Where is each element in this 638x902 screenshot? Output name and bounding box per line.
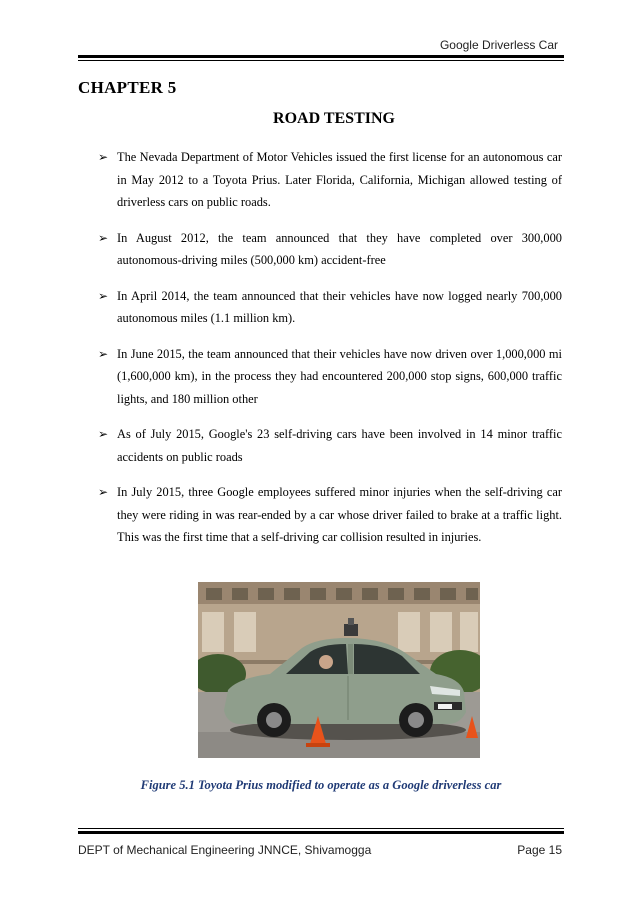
bullet-text: In April 2014, the team announced that their vehicles have now logged nearly 700,000 autonomous miles (1.1 million km). bbox=[117, 288, 562, 325]
section-title: ROAD TESTING bbox=[273, 110, 395, 127]
right-arrow-bullet-icon: ➢ bbox=[98, 346, 109, 361]
right-arrow-bullet-icon: ➢ bbox=[98, 427, 109, 441]
page-number: Page 15 bbox=[517, 843, 562, 857]
bullet-text: In July 2015, three Google employees suffered minor injuries when the self-driving car they were riding in was rear-ended by a car whose driver failed to brake at a traffic light. This was the first time that a self-driving car collision resulted in injuries. bbox=[117, 485, 562, 544]
bullet-text: The Nevada Department of Motor Vehicles issued the first license for an autonomous car in May 2012 to a Toyota Prius. Later Florida, California, Michigan allowed testing of driverless cars on public roads. bbox=[117, 150, 562, 209]
header-rule bbox=[78, 55, 564, 58]
chapter-label: CHAPTER 5 bbox=[78, 78, 177, 97]
list-item bbox=[98, 423, 562, 468]
bullet-text: As of July 2015, Google's 23 self-driving cars have been involved in 14 minor traffic accidents on public roads bbox=[117, 427, 562, 464]
bullet-list bbox=[98, 146, 562, 562]
list-item bbox=[98, 146, 562, 214]
right-arrow-bullet-icon: ➢ bbox=[98, 288, 109, 303]
right-arrow-bullet-icon: ➢ bbox=[98, 485, 109, 499]
car-photo-illustration bbox=[198, 582, 480, 758]
bullet-text: In June 2015, the team announced that their vehicles have now driven over 1,000,000 mi (1,600,000 km), in the process they had encountered 200,000 stop signs, 600,000 traffic lights, and 180 million other bbox=[117, 346, 562, 406]
bullet-text: In August 2012, the team announced that they have completed over 300,000 autonomous-driving miles (500,000 km) accident-free bbox=[117, 230, 562, 267]
right-arrow-bullet-icon: ➢ bbox=[98, 150, 109, 164]
header-rule-thin bbox=[78, 60, 564, 61]
header-title: Google Driverless Car bbox=[439, 38, 558, 52]
footer-rule bbox=[78, 831, 564, 834]
list-item bbox=[98, 481, 562, 549]
footer-rule-thin bbox=[78, 828, 564, 829]
figure-image-toyota-prius bbox=[198, 582, 480, 758]
list-item bbox=[98, 343, 562, 411]
list-item bbox=[98, 285, 562, 330]
footer-department: DEPT of Mechanical Engineering JNNCE, Shivamogga bbox=[78, 843, 372, 857]
list-item bbox=[98, 227, 562, 272]
figure-caption: Figure 5.1 Toyota Prius modified to operate as a Google driverless car bbox=[140, 778, 502, 792]
right-arrow-bullet-icon: ➢ bbox=[98, 230, 109, 245]
